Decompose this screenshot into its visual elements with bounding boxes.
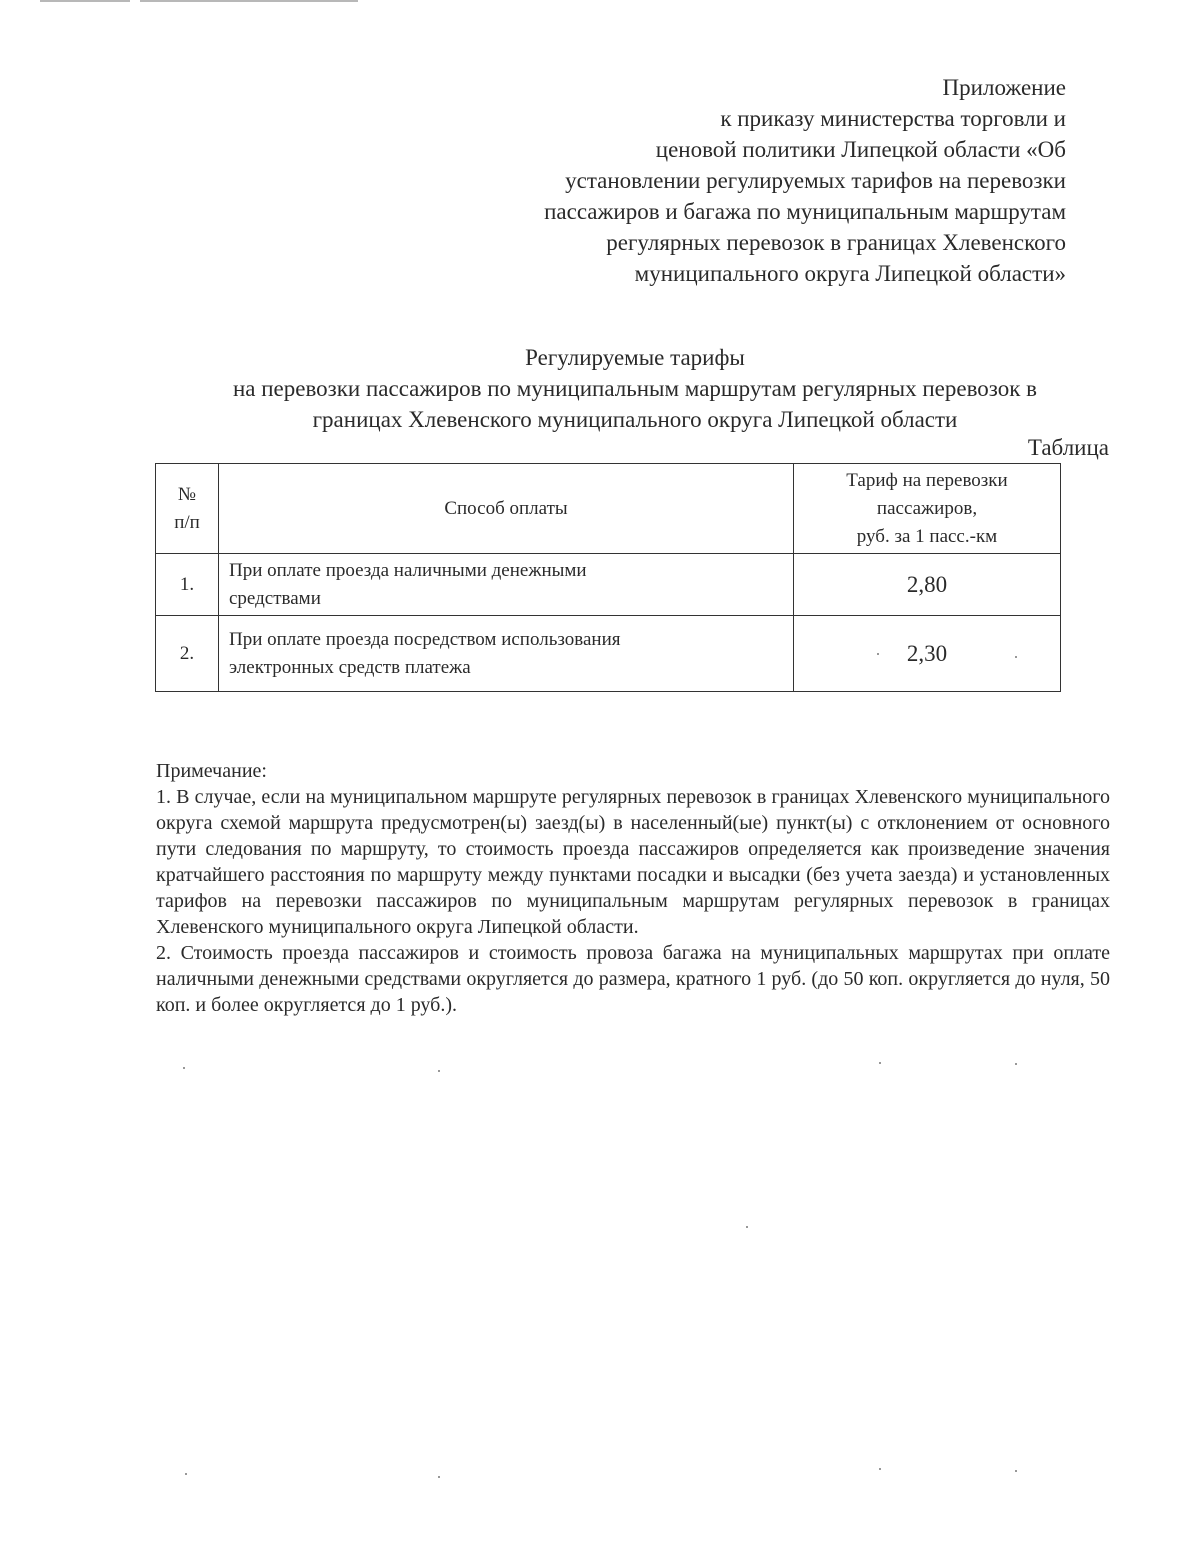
title-line: на перевозки пассажиров по муниципальным маршрутам регулярных перевозок в	[232, 376, 1038, 401]
scan-speck	[746, 1226, 748, 1228]
scan-speck	[185, 1473, 187, 1475]
header-tariff-line: пассажиров,	[876, 497, 978, 519]
scan-speck	[438, 1476, 440, 1478]
row-method	[219, 554, 794, 616]
row-tariff-value: 2,30	[794, 616, 1061, 692]
notes-heading: Примечание:	[156, 760, 267, 782]
scan-speck	[1015, 656, 1017, 658]
title-line: Регулируемые тарифы	[525, 345, 745, 370]
title-line: границах Хлевенского муниципального округа Липецкой области	[312, 407, 958, 432]
row-method-line: При оплате проезда наличными денежными	[229, 559, 587, 581]
tariff-table	[155, 463, 1061, 692]
appendix-line: пассажиров и багажа по муниципальным маршрутам	[544, 199, 1066, 224]
row-method	[219, 616, 794, 692]
scan-speck	[877, 653, 879, 655]
table-header-row	[156, 464, 1061, 554]
header-tariff-line: Тариф на перевозки	[846, 469, 1008, 491]
appendix-header	[426, 72, 1066, 289]
appendix-line: муниципального округа Липецкой области»	[634, 261, 1066, 286]
scan-speck	[183, 1067, 185, 1069]
appendix-line: регулярных перевозок в границах Хлевенского	[606, 230, 1066, 255]
scan-speck	[438, 1070, 440, 1072]
header-tariff	[794, 464, 1061, 554]
header-number	[156, 464, 219, 554]
table-row	[156, 554, 1061, 616]
header-number-symbol: №	[177, 483, 197, 505]
note-item: 2. Стоимость проезда пассажиров и стоимость провоза багажа на муниципальных маршрутах при оплате наличными денежными средствами округляется до размера, кратного 1 руб. (до 50 коп. округляется до нуля, 50 коп. и более округляется до 1 руб.).	[156, 942, 1110, 1016]
row-number: 1.	[156, 554, 219, 616]
row-method-line: электронных средств платежа	[229, 656, 471, 678]
appendix-line: установлении регулируемых тарифов на перевозки	[565, 168, 1066, 193]
row-number: 2.	[156, 616, 219, 692]
note-item: 1. В случае, если на муниципальном маршруте регулярных перевозок в границах Хлевенского муниципального округа схемой маршрута предусмотрен(ы) заезд(ы) в населенный(ые) пункт(ы) с отклонением от основного пути следования по маршруту, то стоимость проезда пассажиров определяется как произведение значения кратчайшего расстояния по маршруту между пунктами посадки и высадки (без учета заезда) и установленных тарифов на перевозки пассажиров по муниципальным маршрутам регулярных перевозок в границах Хлевенского муниципального округа Липецкой области.	[156, 786, 1110, 938]
table-row	[156, 616, 1061, 692]
row-method-line: средствами	[229, 587, 321, 609]
scan-speck	[879, 1062, 881, 1064]
row-tariff-value: 2,80	[794, 554, 1061, 616]
scan-speck	[879, 1468, 881, 1470]
scan-speck	[1015, 1063, 1017, 1065]
row-method-line: При оплате проезда посредством использования	[229, 628, 621, 650]
appendix-line: к приказу министерства торговли и	[720, 106, 1066, 131]
document-title	[150, 342, 1120, 435]
appendix-line: ценовой политики Липецкой области «Об	[655, 137, 1066, 162]
table-caption: Таблица	[1027, 435, 1109, 460]
header-number-abbr: п/п	[174, 511, 200, 533]
header-method: Способ оплаты	[219, 464, 794, 554]
scan-artifact-line	[40, 0, 358, 2]
appendix-line: Приложение	[942, 75, 1066, 100]
header-tariff-line: руб. за 1 пасс.-км	[856, 525, 998, 547]
notes-section	[156, 758, 1110, 1018]
scan-speck	[1015, 1470, 1017, 1472]
